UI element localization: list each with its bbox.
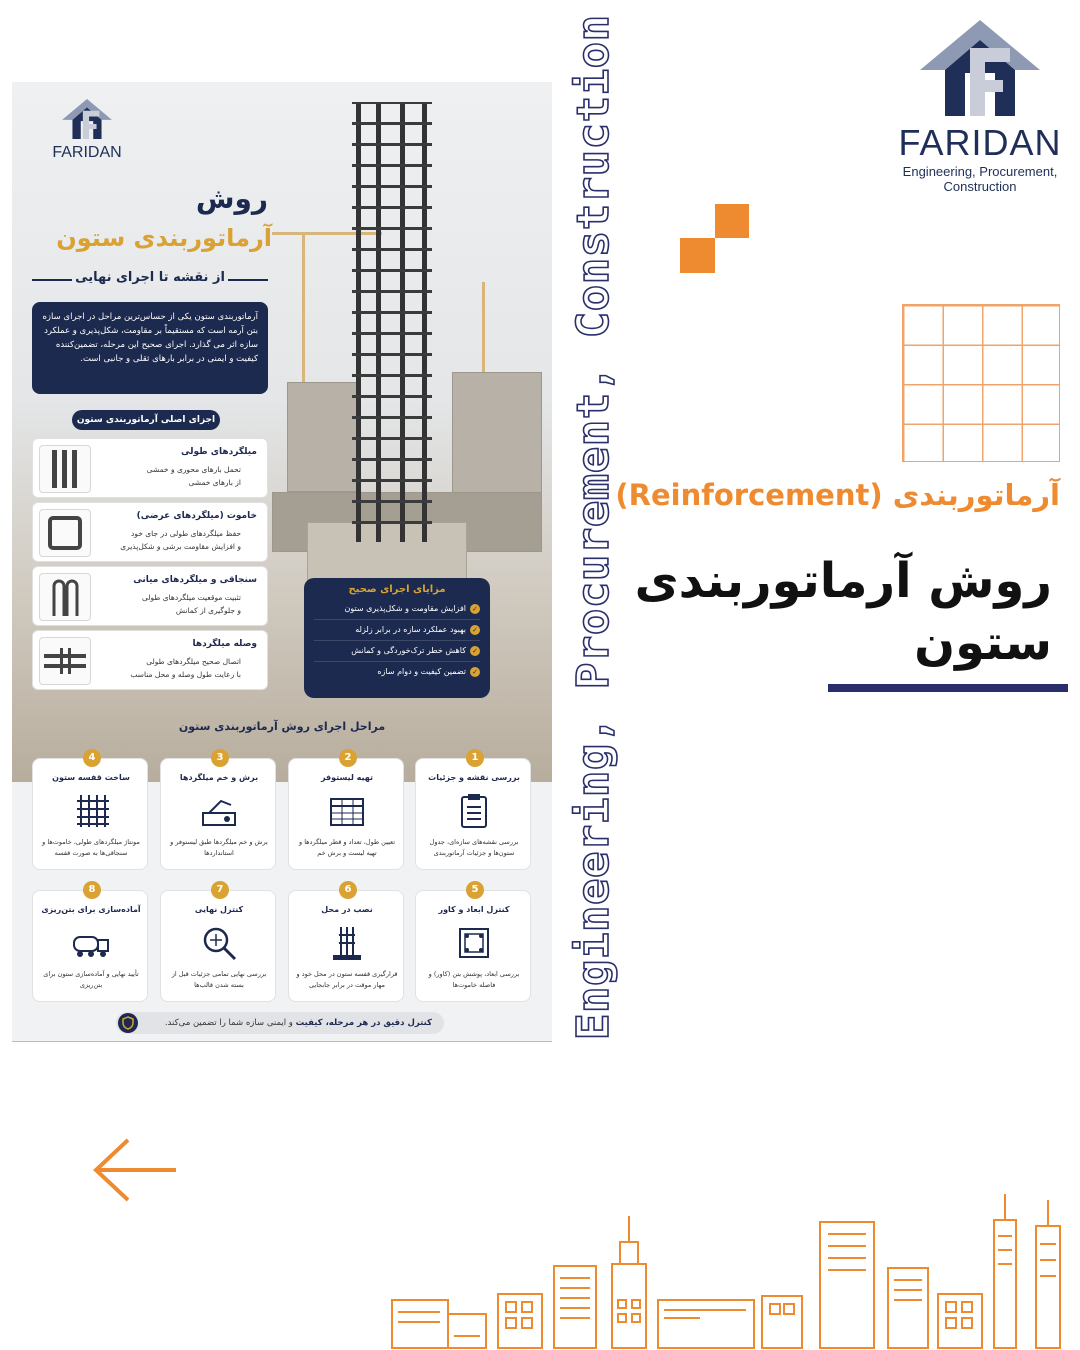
step-card: 1 بررسی نقشه و جزئیات بررسی نقشه‌های سازه‌ای، جدول ستون‌ها و جزئیات آرماتوربندی <box>415 758 531 870</box>
building-decor <box>287 382 357 492</box>
step-card: 3 برش و خم میلگردها برش و خم میلگردها طبق لیستوفر و استانداردها <box>160 758 276 870</box>
cross-tie-icon <box>39 573 91 621</box>
left-arrow-icon[interactable] <box>92 1136 178 1204</box>
component-card: خاموت (میلگردهای عرضی) حفظ میلگردهای طولی در جای خود و افزایش مقاومت برشی و شکل‌پذیری <box>32 502 268 562</box>
clipboard-icon <box>454 791 494 831</box>
steps-title: مراحل اجرای روش آرماتوربندی ستون <box>178 720 386 733</box>
poster-tagline: از نقشه تا اجرای نهایی <box>32 270 268 290</box>
components-title: اجزای اصلی آرماتوربندی ستون <box>72 410 220 430</box>
stirrup-icon <box>39 509 91 557</box>
step-card: 7 کنترل نهایی بررسی نهایی تمامی جزئیات قبل از بسته شدن قالب‌ها <box>160 890 276 1002</box>
brand-tagline-2: Construction <box>943 179 1017 194</box>
step-card: 8 آماده‌سازی برای بتن‌ریزی تأیید نهایی و آماده‌سازی ستون برای بتن‌ریزی <box>32 890 148 1002</box>
poster-intro: آرماتوربندی ستون یکی از حساس‌ترین مراحل در اجرای سازه بتن آرمه است که مستقیماً بر مقاومت، شکل‌پذیری و عملکرد سازه اثر می گذارد. اجرای صحیح این مرحله، تضمین‌کننده کیفیت و ایمنی در برابر بارهای ثقلی و جانبی است. <box>32 302 268 394</box>
faridan-logo-icon <box>915 18 1045 118</box>
check-icon: ✓ <box>470 667 480 677</box>
advantages-title: مزایای اجرای صحیح <box>348 584 446 595</box>
brand-name: FARIDAN <box>898 122 1062 163</box>
step-card: 6 نصب در محل قرارگیری قفسه ستون در محل خود و مهار موقت در برابر جابجایی <box>288 890 404 1002</box>
concrete-mixer-truck-icon <box>71 923 111 963</box>
inspection-magnifier-icon <box>199 923 239 963</box>
title-line-2: ستون <box>914 615 1052 671</box>
advantage-item: ✓کاهش خطر ترک‌خوردگی و کمانش <box>314 641 480 662</box>
vertical-tagline: Engineering, Procurement, Construction <box>568 14 619 1040</box>
poster-title-2: آرماتوربندی ستون <box>56 224 272 252</box>
rebar-column <box>352 102 432 542</box>
longitudinal-bars-icon <box>39 445 91 493</box>
poster-footer: کنترل دقیق در هر مرحله، کیفیت و ایمنی سازه شما را تضمین می‌کند. <box>116 1012 444 1034</box>
page-title <box>580 550 1052 674</box>
component-card: وصله میلگردها اتصال صحیح میلگردهای طولی با رعایت طول وصله و محل مناسب <box>32 630 268 690</box>
brand-tagline-1: Engineering, Procurement, <box>902 164 1058 179</box>
table-icon <box>327 791 367 831</box>
column-section-icon <box>454 923 494 963</box>
advantage-item: ✓افزایش مقاومت و شکل‌پذیری ستون <box>314 599 480 620</box>
step-card: 5 کنترل ابعاد و کاور بررسی ابعاد، پوشش بتن (کاور) و فاصله خاموت‌ها <box>415 890 531 1002</box>
check-icon: ✓ <box>470 604 480 614</box>
orange-square-decor <box>680 238 715 273</box>
rebar-cage-icon <box>71 791 111 831</box>
component-card: میلگردهای طولی تحمل بارهای محوری و خمشی از بارهای خمشی <box>32 438 268 498</box>
check-icon: ✓ <box>470 625 480 635</box>
infographic-poster <box>12 82 552 1042</box>
component-card: سنجاقی و میلگردهای میانی تثبیت موقعیت میلگردهای طولی و جلوگیری از کمانش <box>32 566 268 626</box>
brand-logo <box>895 18 1065 208</box>
city-skyline-decor <box>390 1190 1070 1350</box>
bending-machine-icon <box>199 791 239 831</box>
column-install-icon <box>327 923 367 963</box>
advantage-item: ✓بهبود عملکرد سازه در برابر زلزله <box>314 620 480 641</box>
poster-title-1: روش <box>195 182 268 215</box>
poster-logo-name: FARIDAN <box>52 144 122 161</box>
orange-square-decor <box>715 204 749 238</box>
splice-icon <box>39 637 91 685</box>
title-line-1: روش آرماتوربندی <box>634 553 1052 609</box>
step-card: 4 ساخت قفسه ستون مونتاژ میلگردهای طولی، خاموت‌ها و سنجاقی‌ها به صورت قفسه <box>32 758 148 870</box>
faridan-logo-icon <box>60 96 114 142</box>
building-decor <box>452 372 542 502</box>
poster-logo <box>42 96 132 166</box>
divider <box>228 279 268 281</box>
title-underline <box>828 684 1068 692</box>
orange-grid-decor <box>902 304 1060 462</box>
divider <box>32 279 72 281</box>
step-card: 2 تهیه لیستوفر تعیین طول، تعداد و قطر میلگردها و تهیه لیست و برش خم <box>288 758 404 870</box>
subtitle: آرماتوربندی (Reinforcement) <box>615 478 1060 512</box>
advantage-item: ✓تضمین کیفیت و دوام سازه <box>314 662 480 682</box>
check-icon: ✓ <box>470 646 480 656</box>
shield-icon <box>118 1013 138 1033</box>
advantages-box <box>304 578 490 698</box>
